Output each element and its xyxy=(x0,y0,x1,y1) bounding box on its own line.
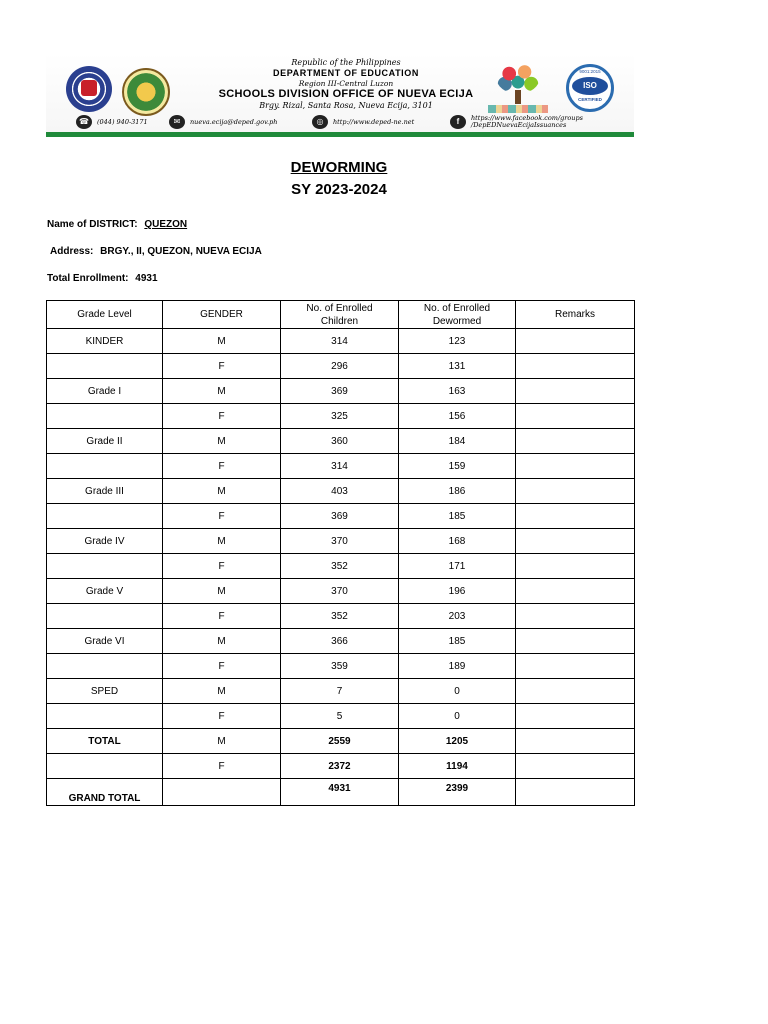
dewormed-cell: 159 xyxy=(399,454,516,479)
remarks-cell xyxy=(516,729,635,754)
grade-cell: Grade V xyxy=(47,579,163,604)
deped-seal-center xyxy=(81,80,97,96)
gender-cell: F xyxy=(163,754,281,779)
gender-cell: M xyxy=(163,429,281,454)
remarks-cell xyxy=(516,754,635,779)
gender-cell: F xyxy=(163,654,281,679)
globe-icon: ◎ xyxy=(312,115,328,129)
iso-certified-text: CERTIFIED xyxy=(578,97,602,102)
address-line xyxy=(50,246,262,257)
header-dewormed-line-2: Dewormed xyxy=(432,315,482,327)
remarks-cell xyxy=(516,529,635,554)
facebook-line-1[interactable]: https://www.facebook.com/groups xyxy=(471,114,583,122)
grade-cell xyxy=(47,554,163,579)
header-grade-level: Grade Level xyxy=(47,301,163,329)
enrolled-cell: 359 xyxy=(281,654,399,679)
dewormed-cell: 1194 xyxy=(399,754,516,779)
iso-standard: 9001:2015 xyxy=(579,69,601,74)
office-name: SCHOOLS DIVISION OFFICE OF NUEVA ECIJA xyxy=(218,88,474,100)
dewormed-cell: 2399 xyxy=(399,779,516,806)
table-row xyxy=(47,704,635,729)
table-row xyxy=(47,379,635,404)
grade-cell xyxy=(47,654,163,679)
table-header-row xyxy=(47,301,635,329)
table-row xyxy=(47,329,635,354)
facebook-line-2[interactable]: /DepEDNuevaEcijaIssuances xyxy=(471,121,567,129)
total-row xyxy=(47,729,635,754)
office-address: Brgy. Rizal, Santa Rosa, Nueva Ecija, 3101 xyxy=(259,101,433,110)
enrolled-cell: 370 xyxy=(281,579,399,604)
table-row xyxy=(47,554,635,579)
enrolled-cell: 4931 xyxy=(281,779,399,806)
gender-cell: F xyxy=(163,404,281,429)
dewormed-cell: 186 xyxy=(399,479,516,504)
gender-cell: M xyxy=(163,729,281,754)
header-enrolled-line-2: Children xyxy=(320,315,359,327)
header-dewormed xyxy=(399,301,516,329)
enrolled-cell: 369 xyxy=(281,504,399,529)
dewormed-cell: 184 xyxy=(399,429,516,454)
enrolled-cell: 314 xyxy=(281,329,399,354)
header-dewormed-line-1: No. of Enrolled xyxy=(423,302,491,314)
table-row xyxy=(47,454,635,479)
deped-seal-logo xyxy=(66,66,112,112)
department-line: DEPARTMENT OF EDUCATION xyxy=(273,68,419,78)
enrolled-cell: 314 xyxy=(281,454,399,479)
table-row xyxy=(47,579,635,604)
remarks-cell xyxy=(516,329,635,354)
enrolled-cell: 352 xyxy=(281,604,399,629)
table-row xyxy=(47,529,635,554)
address-value: BRGY., II, QUEZON, NUEVA ECIJA xyxy=(100,246,262,257)
grade-cell: GRAND TOTAL xyxy=(47,779,163,806)
enrolled-cell: 366 xyxy=(281,629,399,654)
enrollment-value: 4931 xyxy=(135,273,158,284)
table-row xyxy=(47,679,635,704)
contact-phone xyxy=(76,114,148,130)
tree-logo-caption xyxy=(488,105,548,113)
tree-crown-icon xyxy=(496,60,540,94)
remarks-cell xyxy=(516,554,635,579)
dewormed-cell: 196 xyxy=(399,579,516,604)
gender-cell: F xyxy=(163,554,281,579)
table-row xyxy=(47,654,635,679)
gender-cell: M xyxy=(163,579,281,604)
gender-cell: M xyxy=(163,529,281,554)
phone-icon: ☎ xyxy=(76,115,92,129)
table-row xyxy=(47,404,635,429)
header-remarks: Remarks xyxy=(516,301,635,329)
table-body xyxy=(47,329,635,806)
grade-cell: Grade I xyxy=(47,379,163,404)
grand-total-row xyxy=(47,779,635,806)
gender-cell xyxy=(163,779,281,806)
table-row xyxy=(47,629,635,654)
gender-cell: F xyxy=(163,604,281,629)
grade-cell xyxy=(47,754,163,779)
envelope-icon: ✉ xyxy=(169,115,185,129)
gender-cell: M xyxy=(163,329,281,354)
enrolled-cell: 369 xyxy=(281,379,399,404)
gender-cell: F xyxy=(163,504,281,529)
letterhead xyxy=(46,54,634,138)
remarks-cell xyxy=(516,654,635,679)
remarks-cell xyxy=(516,454,635,479)
remarks-cell xyxy=(516,679,635,704)
header-enrolled xyxy=(281,301,399,329)
dewormed-cell: 171 xyxy=(399,554,516,579)
remarks-cell xyxy=(516,604,635,629)
enrolled-cell: 370 xyxy=(281,529,399,554)
table-row xyxy=(47,504,635,529)
table-row xyxy=(47,479,635,504)
contact-website[interactable] xyxy=(312,114,414,130)
grade-cell: TOTAL xyxy=(47,729,163,754)
grade-cell: SPED xyxy=(47,679,163,704)
grade-cell xyxy=(47,604,163,629)
dewormed-cell: 0 xyxy=(399,704,516,729)
enrollment-label: Total Enrollment: xyxy=(47,273,129,284)
gender-cell: M xyxy=(163,679,281,704)
dewormed-cell: 168 xyxy=(399,529,516,554)
document-title: DEWORMING xyxy=(290,159,388,176)
remarks-cell xyxy=(516,579,635,604)
grade-cell xyxy=(47,704,163,729)
dewormed-cell: 156 xyxy=(399,404,516,429)
sdo-seal-logo xyxy=(122,68,170,116)
dewormed-cell: 131 xyxy=(399,354,516,379)
enrolled-cell: 7 xyxy=(281,679,399,704)
remarks-cell xyxy=(516,379,635,404)
remarks-cell xyxy=(516,479,635,504)
district-line xyxy=(47,219,187,230)
grade-cell: Grade VI xyxy=(47,629,163,654)
grade-cell xyxy=(47,454,163,479)
remarks-cell xyxy=(516,779,635,806)
grade-cell xyxy=(47,404,163,429)
iso-certified-logo xyxy=(566,64,614,112)
phone-text: (044) 940-3171 xyxy=(97,117,148,126)
remarks-cell xyxy=(516,704,635,729)
district-label: Name of DISTRICT: xyxy=(47,219,138,230)
remarks-cell xyxy=(516,429,635,454)
gender-cell: F xyxy=(163,704,281,729)
letterhead-text xyxy=(196,58,496,111)
school-year: SY 2023-2024 xyxy=(291,181,387,198)
region-line: Region III-Central Luzon xyxy=(298,79,394,88)
deworming-table xyxy=(46,300,635,806)
tree-trunk-icon xyxy=(515,90,521,104)
contact-email[interactable] xyxy=(169,114,277,130)
remarks-cell xyxy=(516,504,635,529)
dewormed-cell: 185 xyxy=(399,504,516,529)
letterhead-divider xyxy=(46,132,634,137)
email-text[interactable]: nueva.ecija@deped.gov.ph xyxy=(190,117,278,126)
table-row xyxy=(47,604,635,629)
header-gender: GENDER xyxy=(163,301,281,329)
gender-cell: F xyxy=(163,354,281,379)
total-row xyxy=(47,754,635,779)
enrolled-cell: 296 xyxy=(281,354,399,379)
enrollment-line xyxy=(47,273,158,284)
dewormed-cell: 185 xyxy=(399,629,516,654)
dewormed-cell: 0 xyxy=(399,679,516,704)
address-label: Address: xyxy=(50,246,94,257)
enrolled-cell: 325 xyxy=(281,404,399,429)
table-row xyxy=(47,354,635,379)
dewormed-cell: 163 xyxy=(399,379,516,404)
gender-cell: M xyxy=(163,379,281,404)
grade-cell xyxy=(47,504,163,529)
table-row xyxy=(47,429,635,454)
iso-mark: ISO xyxy=(572,77,608,95)
enrolled-cell: 360 xyxy=(281,429,399,454)
gender-cell: M xyxy=(163,479,281,504)
republic-line: Republic of the Philippines xyxy=(291,58,401,67)
gender-cell: M xyxy=(163,629,281,654)
dewormed-cell: 1205 xyxy=(399,729,516,754)
tree-logo xyxy=(488,60,548,116)
remarks-cell xyxy=(516,404,635,429)
dewormed-cell: 123 xyxy=(399,329,516,354)
enrolled-cell: 2372 xyxy=(281,754,399,779)
enrolled-cell: 2559 xyxy=(281,729,399,754)
website-text[interactable]: http://www.deped-ne.net xyxy=(333,117,415,126)
grade-cell: Grade II xyxy=(47,429,163,454)
header-enrolled-line-1: No. of Enrolled xyxy=(306,302,373,314)
remarks-cell xyxy=(516,354,635,379)
enrolled-cell: 5 xyxy=(281,704,399,729)
enrolled-cell: 403 xyxy=(281,479,399,504)
district-value: QUEZON xyxy=(144,219,188,230)
grade-cell: Grade IV xyxy=(47,529,163,554)
grade-cell: Grade III xyxy=(47,479,163,504)
dewormed-cell: 189 xyxy=(399,654,516,679)
enrolled-cell: 352 xyxy=(281,554,399,579)
dewormed-cell: 203 xyxy=(399,604,516,629)
grade-cell: KINDER xyxy=(47,329,163,354)
facebook-icon: f xyxy=(450,115,466,129)
grade-cell xyxy=(47,354,163,379)
gender-cell: F xyxy=(163,454,281,479)
facebook-text[interactable] xyxy=(471,115,583,129)
contact-facebook[interactable] xyxy=(450,114,583,130)
remarks-cell xyxy=(516,629,635,654)
